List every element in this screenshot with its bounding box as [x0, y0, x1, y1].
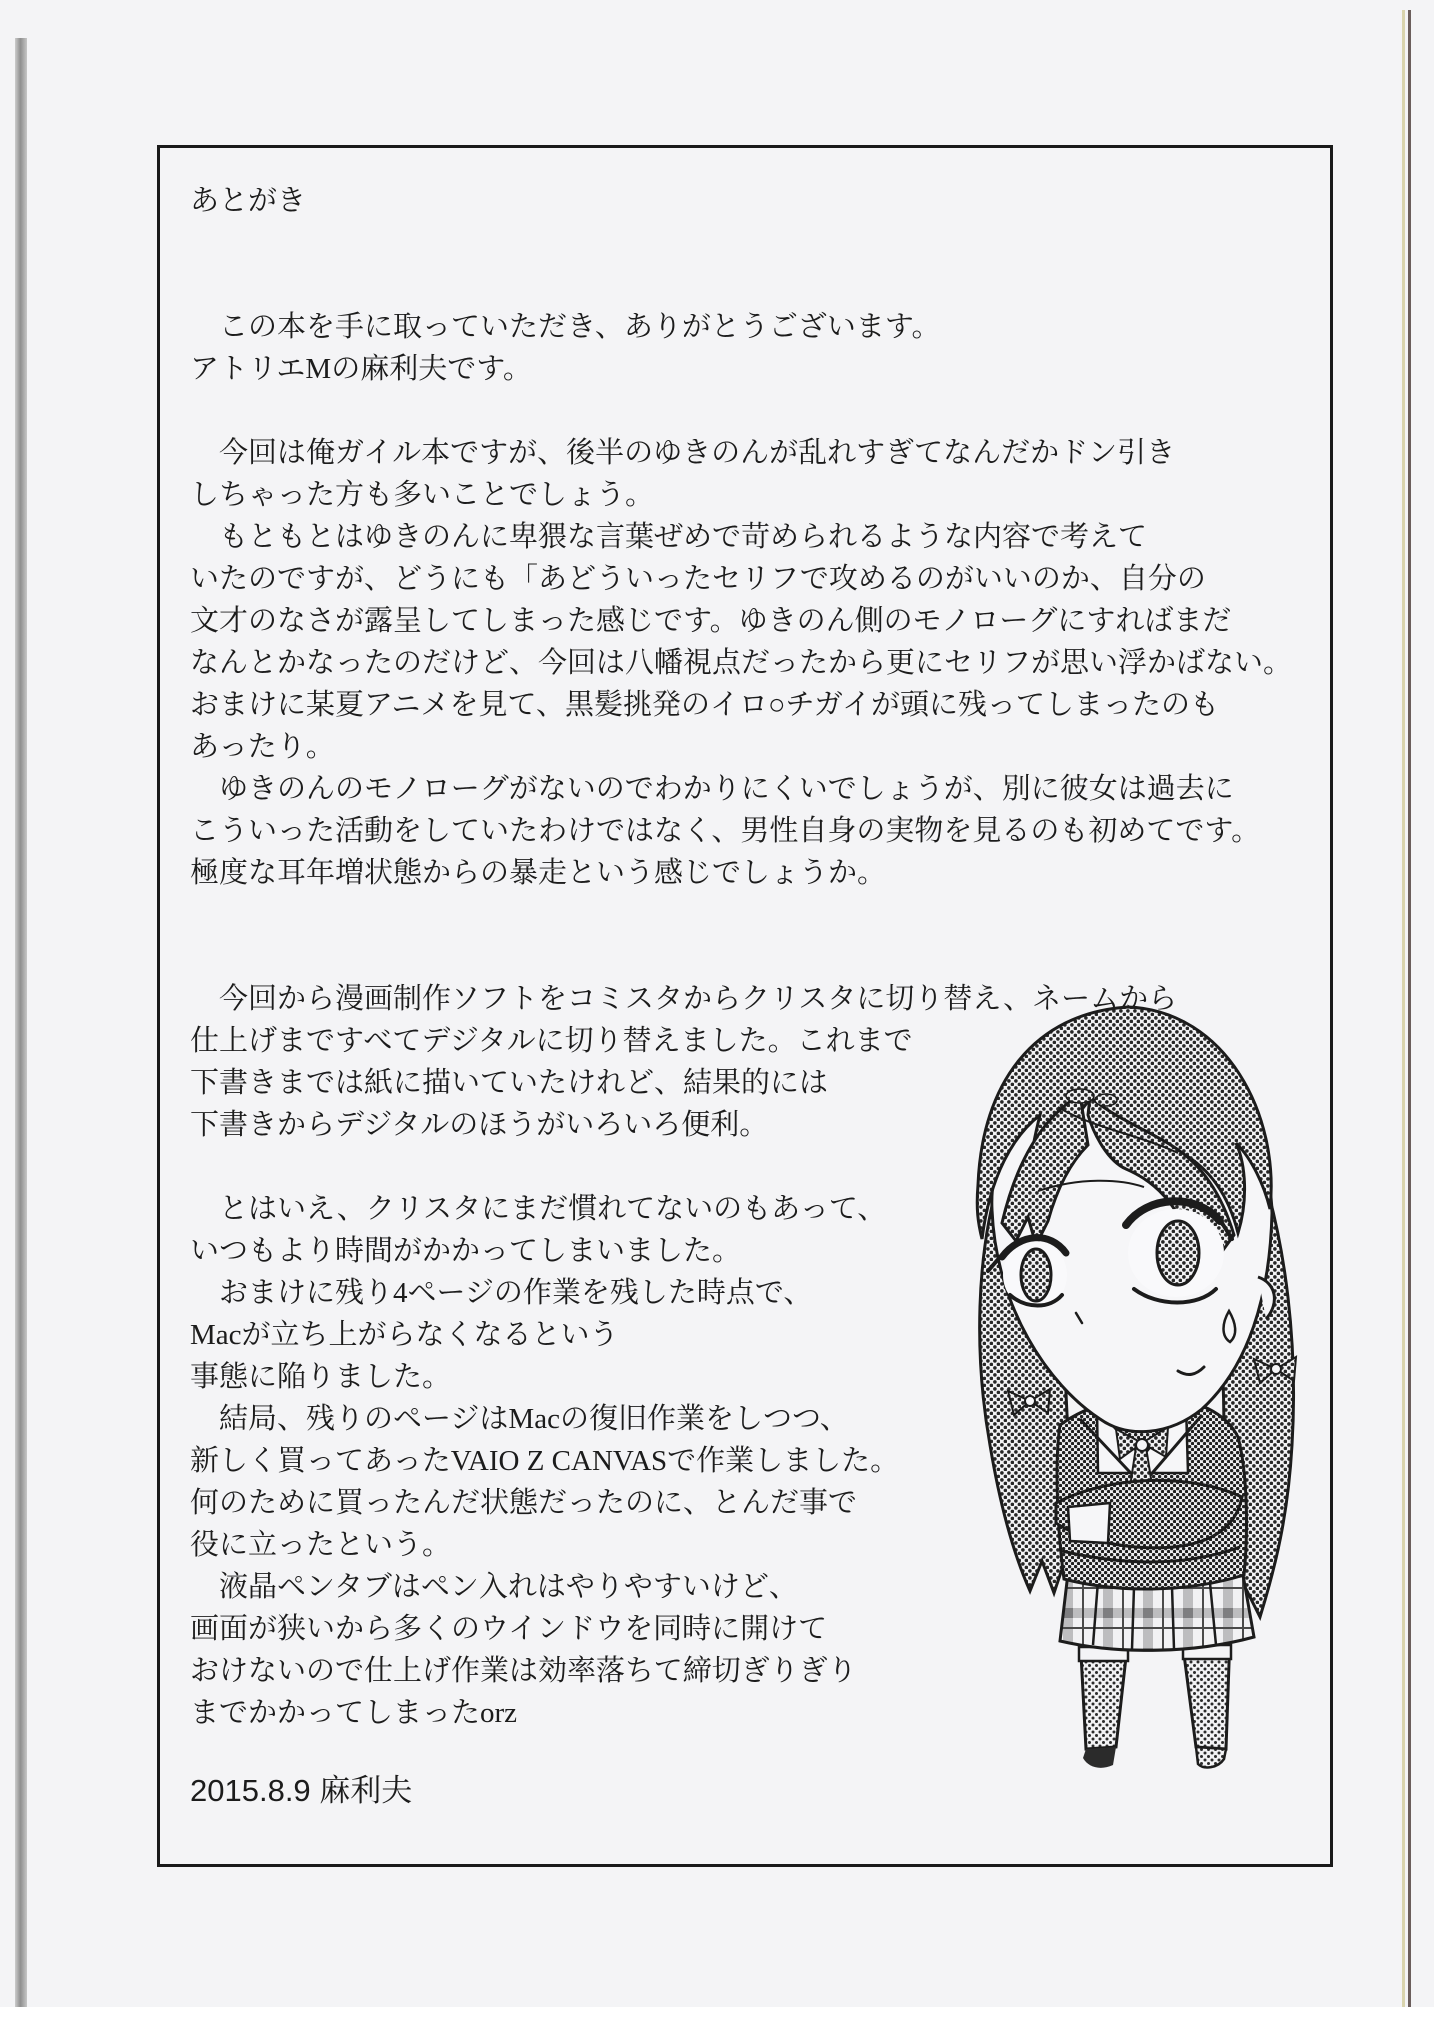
- text-line: 液晶ペンタブはペン入れはやりやすいけど、: [190, 1571, 798, 1603]
- text-line: ゆきのんのモノローグがないのでわかりにくいでしょうが、別に彼女は過去に: [190, 773, 1234, 805]
- text-line: 事態に陥りました。: [190, 1361, 452, 1393]
- text-line: 極度な耳年増状態からの暴走という感じでしょうか。: [190, 857, 887, 889]
- text-line: 仕上げまですべてデジタルに切り替えました。これまで: [190, 1025, 913, 1057]
- text-line: 下書きからデジタルのほうがいろいろ便利。: [190, 1109, 769, 1141]
- text-line: [190, 894, 1316, 936]
- text-line: アトリエMの麻利夫です。: [190, 353, 532, 385]
- text-line: 今回から漫画制作ソフトをコミスタからクリスタに切り替え、ネームから: [190, 983, 1178, 1015]
- text-line: おまけに残り4ページの作業を残した時点で、: [190, 1277, 813, 1309]
- text-line: いたのですが、どうにも「あどういったセリフで攻めるのがいいのか、自分の: [190, 563, 1206, 595]
- text-line: [190, 936, 1316, 978]
- text-line: 今回は俺ガイル本ですが、後半のゆきのんが乱れすぎてなんだかドン引き: [190, 437, 1176, 469]
- text-line: しちゃった方も多いことでしょう。: [190, 479, 655, 511]
- text-line: おけないので仕上げ作業は効率落ちて締切ぎりぎり: [190, 1655, 857, 1687]
- date-signature: 2015.8.9 麻利夫: [190, 1773, 413, 1808]
- text-line: もともとはゆきのんに卑猥な言葉ぜめで苛められるような内容で考えて: [190, 521, 1148, 553]
- text-line: 文才のなさが露呈してしまった感じです。ゆきのん側のモノローグにすればまだ: [190, 605, 1232, 637]
- text-line: 結局、残りのページはMacの復旧作業をしつつ、: [190, 1403, 849, 1435]
- text-line: この本を手に取っていただき、ありがとうございます。: [190, 311, 941, 343]
- text-line: 画面が狭いから多くのウインドウを同時に開けて: [190, 1613, 828, 1645]
- scan-bottom-strip: [0, 2007, 1434, 2024]
- chibi-character-illustration: [930, 995, 1350, 1840]
- page-edge-line-light: [1402, 10, 1405, 2008]
- text-line: とはいえ、クリスタにまだ慣れてないのもあって、: [190, 1193, 887, 1225]
- text-line: 役に立ったという。: [190, 1529, 452, 1561]
- text-line: 下書きまでは紙に描いていたけれど、結果的には: [190, 1067, 829, 1099]
- text-line: 新しく買ってあったVAIO Z CANVASで作業しました。: [190, 1445, 900, 1477]
- text-line: いつもより時間がかかってしまいました。: [190, 1235, 742, 1267]
- text-line: あったり。: [190, 731, 335, 763]
- page-title: あとがき: [190, 185, 307, 217]
- text-line: までかかってしまったorz: [190, 1697, 518, 1729]
- text-line: おまけに某夏アニメを見て、黒髪挑発のイロ○チガイが頭に残ってしまったのも: [190, 689, 1220, 721]
- text-line: なんとかなったのだけど、今回は八幡視点だったから更にセリフが思い浮かばない。: [190, 647, 1293, 679]
- scan-gutter-left: [15, 38, 27, 2024]
- text-line: [190, 390, 1316, 432]
- text-line: こういった活動をしていたわけではなく、男性自身の実物を見るのも初めてです。: [190, 815, 1261, 847]
- text-line: Macが立ち上がらなくなるという: [190, 1319, 619, 1351]
- text-line: 何のために買ったんだ状態だったのに、とんだ事で: [190, 1487, 858, 1519]
- page-edge-line-dark: [1408, 10, 1411, 2008]
